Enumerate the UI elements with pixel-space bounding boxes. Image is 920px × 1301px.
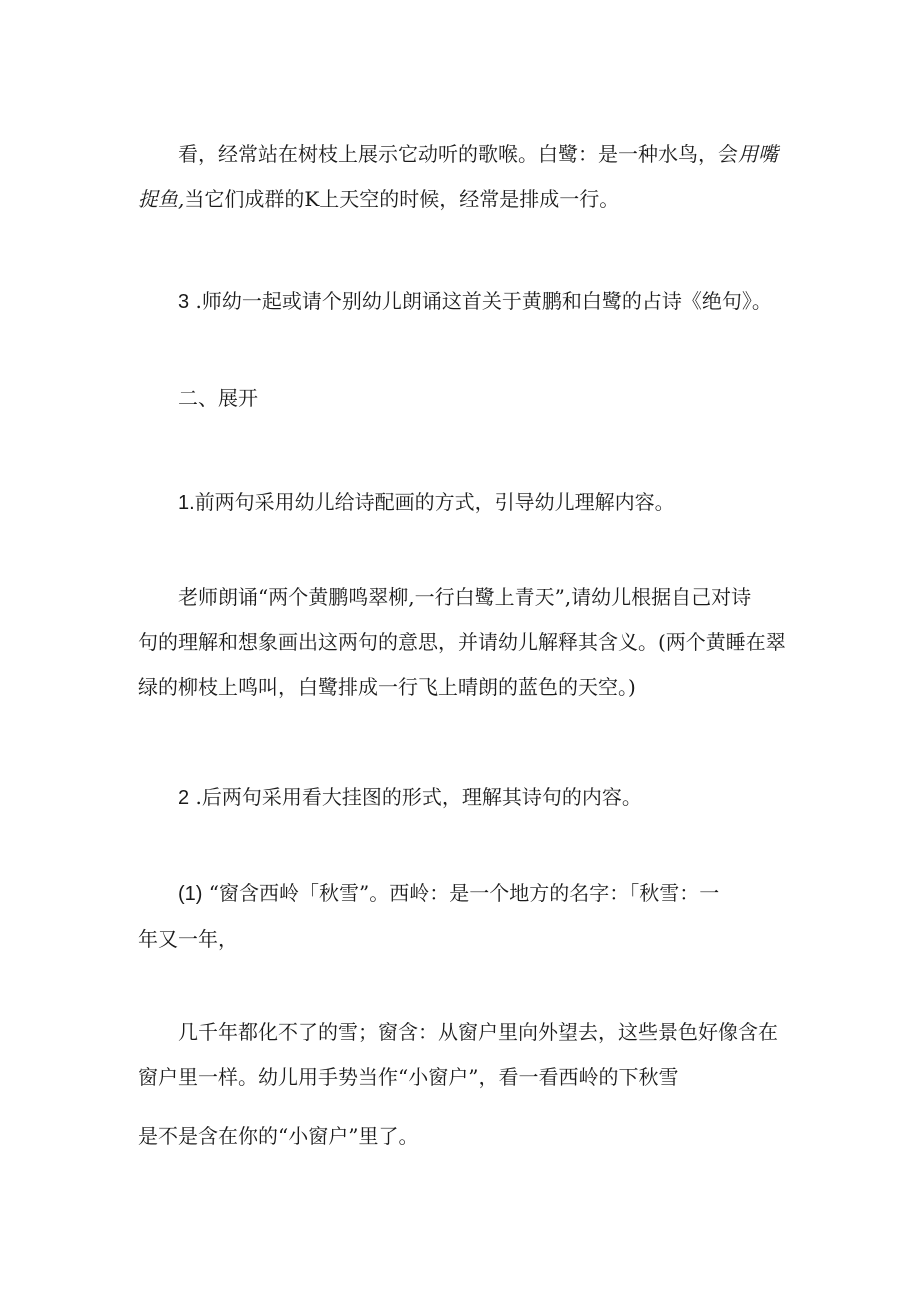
text-run: 前两句采用幼儿给诗配画的方式，引导幼儿理解内容。 — [194, 490, 675, 514]
paragraph-closing — [138, 1114, 788, 1159]
list-number: 3 — [178, 291, 190, 313]
text-line: 几千年都化不了的雪；窗含：从窗户里向外望去，这些景色好像含在 — [178, 1020, 778, 1044]
text-line — [138, 871, 788, 917]
text-line — [138, 279, 788, 325]
paragraph-bird-description — [138, 132, 788, 222]
paragraph-teacher-recite — [138, 575, 788, 710]
text-run: “窗含西岭「秋雪”。西岭：是一个地方的名字：「秋雪：一 — [202, 881, 720, 905]
text-run: 看，经常站在树枝上展示它动听的歌喉。白鹭：是一种水鸟，会 — [178, 142, 738, 166]
list-number: 2 — [178, 787, 190, 809]
list-number: (1) — [178, 883, 203, 905]
text-run: .师幼一起或请个别幼儿朗诵这首关于黄鹏和白鹭的占诗《绝句》。 — [189, 289, 772, 313]
list-number: 1. — [178, 492, 195, 514]
section-heading-expand — [138, 376, 788, 421]
text-line — [138, 480, 788, 526]
text-line — [138, 132, 788, 177]
paragraph-window-explanation — [138, 1010, 788, 1100]
paragraph-step-2 — [138, 775, 788, 821]
italic-text-run: 捉鱼, — [138, 187, 185, 211]
text-line: 绿的柳枝上鸣叫，白鹭排成一行飞上晴朗的蓝色的天空。) — [138, 675, 636, 699]
text-line: 老师朗诵“两个黄鹏鸣翠柳,一行白鹭上青天”,请幼儿根据自己对诗 — [178, 585, 752, 609]
paragraph-sub-1 — [138, 871, 788, 962]
text-line: 是不是含在你的“小窗户”里了。 — [138, 1124, 419, 1148]
text-line: 年又一年， — [138, 927, 238, 951]
text-line: 窗户里一样。幼儿用手势当作“小窗户”，看一看西岭的下秋雪 — [138, 1065, 679, 1089]
text-line: 句的理解和想象画出这两句的意思，并请幼儿解释其含义。(两个黄睡在翠 — [138, 630, 786, 654]
text-line — [138, 177, 788, 222]
paragraph-step-3 — [138, 279, 788, 325]
heading-text: 二、展开 — [178, 386, 258, 410]
text-line — [138, 775, 788, 821]
text-run: .后两句采用看大挂图的形式，理解其诗句的内容。 — [189, 785, 642, 809]
paragraph-step-1 — [138, 480, 788, 526]
text-run: 当它们成群的K上天空的时候，经常是排成一行。 — [184, 187, 620, 211]
italic-text-run: 用嘴 — [738, 142, 778, 166]
